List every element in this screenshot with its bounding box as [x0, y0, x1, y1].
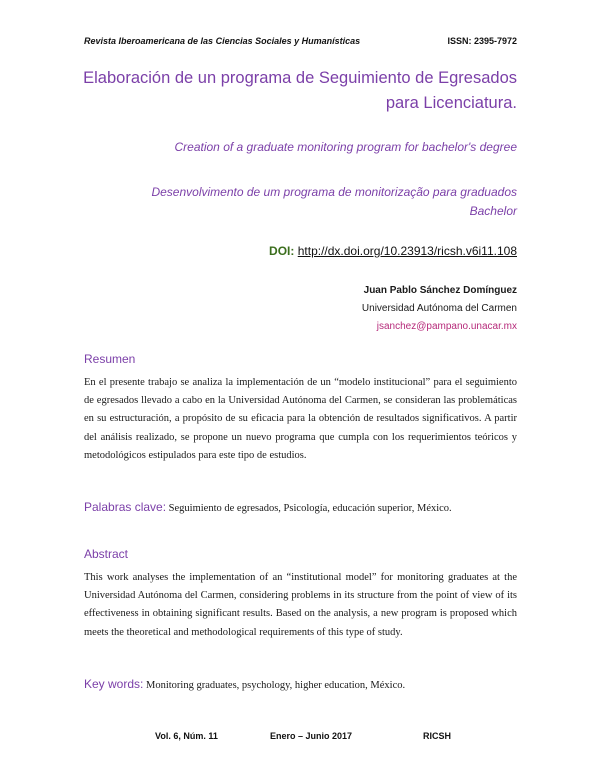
abstract-heading: Abstract	[84, 547, 129, 561]
key-words-text: Monitoring graduates, psychology, higher education, México.	[143, 680, 406, 691]
title-line-2: para Licenciatura.	[385, 94, 517, 112]
key-words-label: Key words:	[84, 677, 144, 691]
title-line-1: Elaboración de un programa de Seguimiento de Egresados	[83, 69, 517, 87]
palabras-clave-text: Seguimiento de egresados, Psicología, educación superior, México.	[166, 503, 452, 514]
doi	[269, 244, 517, 258]
resumen-heading: Resumen	[84, 352, 136, 366]
subtitle-pt-line-2: Bachelor	[469, 204, 517, 218]
paper-title	[57, 66, 517, 116]
journal-name: Revista Iberoamericana de las Ciencias Sociales y Humanísticas	[84, 36, 361, 46]
author-affiliation: Universidad Autónoma del Carmen	[361, 303, 517, 314]
subtitle-pt-line-1: Desenvolvimento de um programa de monitorização para graduados	[151, 185, 517, 199]
issn: ISSN: 2395-7972	[447, 36, 517, 46]
doi-link[interactable]: http://dx.doi.org/10.23913/ricsh.v6i11.108	[297, 244, 517, 258]
footer-date: Enero – Junio 2017	[270, 731, 353, 741]
footer-journal-abbr: RICSH	[423, 731, 452, 741]
footer-volume: Vol. 6, Núm. 11	[155, 731, 218, 741]
subtitle-portuguese	[57, 183, 517, 221]
resumen-text: En el presente trabajo se analiza la implementación de un “modelo institucional” para el seguimiento de egresados llevado a cabo en la Universidad Autónoma del Carmen, se consideran las problemáticas en su estructuración, a propósito de su eficacia para la obtención de resultados significativos. A partir del análisis realizado, se propone un nuevo programa que cumpla con los requerimientos teóricos y metodológicos estipulados para este tipo de estudios.	[84, 377, 517, 461]
author-name: Juan Pablo Sánchez Domínguez	[363, 285, 517, 296]
author-email[interactable]: jsanchez@pampano.unacar.mx	[376, 321, 517, 332]
palabras-clave-label: Palabras clave:	[84, 500, 167, 514]
doi-label: DOI:	[269, 244, 295, 258]
abstract-text: This work analyses the implementation of an “institutional model” for monitoring graduates at the Universidad Autónoma del Carmen, considering problems in its structure from the point of view of its effectiveness in obtaining significant results. Based on the analysis, a new program is proposed which meets the theoretical and methodological requirements of this type of study.	[84, 572, 517, 638]
palabras-clave	[84, 500, 524, 514]
author-block	[362, 282, 517, 336]
subtitle-english: Creation of a graduate monitoring program for bachelor's degree	[174, 140, 517, 154]
key-words	[84, 677, 524, 691]
